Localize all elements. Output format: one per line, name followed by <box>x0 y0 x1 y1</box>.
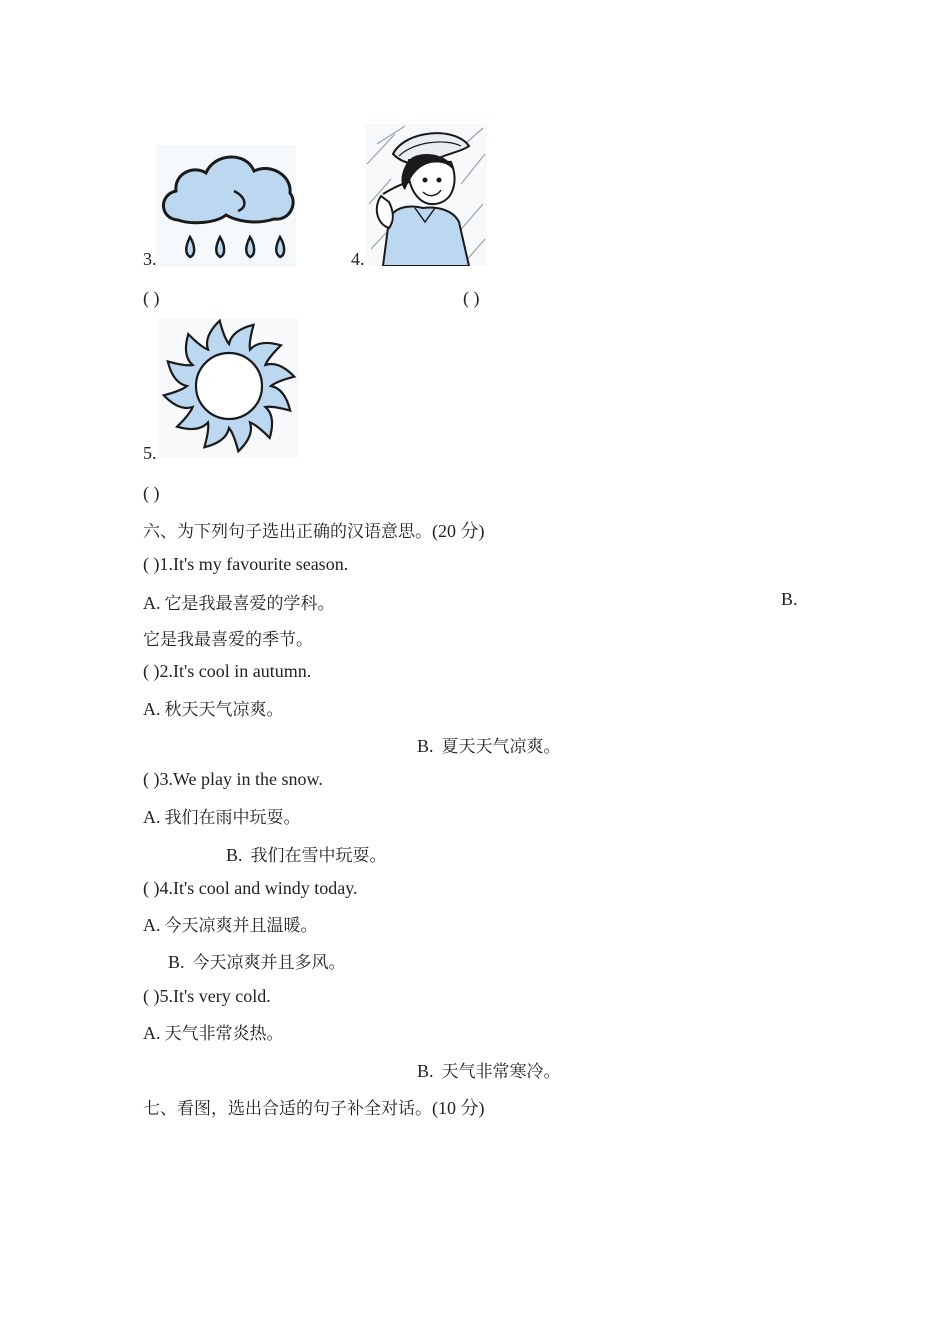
option-label: A. <box>143 1023 161 1043</box>
question-2-option-b[interactable] <box>417 732 561 757</box>
option-text: 今天凉爽并且温暖。 <box>164 916 318 936</box>
question-3-prompt: ( )3.We play in the snow. <box>143 769 323 789</box>
answer-bracket-5[interactable]: ( ) <box>143 483 160 503</box>
option-text: 天气非常炎热。 <box>164 1024 284 1044</box>
answer-bracket-3[interactable]: ( ) <box>143 288 160 308</box>
question-3-option-a[interactable] <box>143 803 301 828</box>
option-label: A. <box>143 593 161 613</box>
sun-icon <box>159 318 299 458</box>
option-label: B. <box>226 845 243 865</box>
option-text: 我们在雪中玩耍。 <box>250 846 387 866</box>
option-text: 夏天天气凉爽。 <box>441 737 561 757</box>
question-5-option-b[interactable] <box>417 1057 561 1082</box>
question-4-option-b[interactable] <box>168 948 346 973</box>
answer-bracket-4[interactable]: ( ) <box>463 288 480 308</box>
question-1-option-a[interactable] <box>143 589 335 614</box>
question-4-prompt: ( )4.It's cool and windy today. <box>143 878 358 898</box>
option-label: B. <box>417 736 434 756</box>
option-text: 秋天天气凉爽。 <box>164 700 284 720</box>
picture-number-4: 4. <box>351 249 365 269</box>
section-7-title: 七、看图，选出合适的句子补全对话。 <box>143 1099 432 1119</box>
option-label: B. <box>168 952 185 972</box>
picture-number-3: 3. <box>143 249 157 269</box>
option-label: A. <box>143 807 161 827</box>
question-2-prompt: ( )2.It's cool in autumn. <box>143 661 312 681</box>
option-label: B. <box>417 1061 434 1081</box>
question-1-option-b-text[interactable]: 它是我最喜爱的季节。 <box>143 630 313 650</box>
option-label: A. <box>143 915 161 935</box>
question-5-prompt: ( )5.It's very cold. <box>143 986 271 1006</box>
question-1-option-b-label[interactable]: B. <box>781 589 798 609</box>
option-text: 天气非常寒冷。 <box>441 1062 561 1082</box>
section-6-heading <box>143 517 485 543</box>
question-4-option-a[interactable] <box>143 911 318 936</box>
section-6-score: (20 分) <box>432 521 485 541</box>
option-text: 它是我最喜爱的学科。 <box>164 594 335 614</box>
section-7-score: (10 分) <box>432 1098 485 1118</box>
option-text: 我们在雨中玩耍。 <box>164 808 301 828</box>
option-text: 今天凉爽并且多风。 <box>192 953 346 973</box>
option-label: A. <box>143 699 161 719</box>
section-6-title: 六、为下列句子选出正确的汉语意思。 <box>143 522 432 542</box>
question-3-option-b[interactable] <box>226 841 387 866</box>
question-1-prompt: ( )1.It's my favourite season. <box>143 554 349 574</box>
picture-number-5: 5. <box>143 443 157 463</box>
section-7-heading <box>143 1094 485 1120</box>
question-5-option-a[interactable] <box>143 1019 284 1044</box>
windy-girl-icon <box>365 124 487 266</box>
question-2-option-a[interactable] <box>143 695 284 720</box>
rain-cloud-icon <box>156 145 296 267</box>
